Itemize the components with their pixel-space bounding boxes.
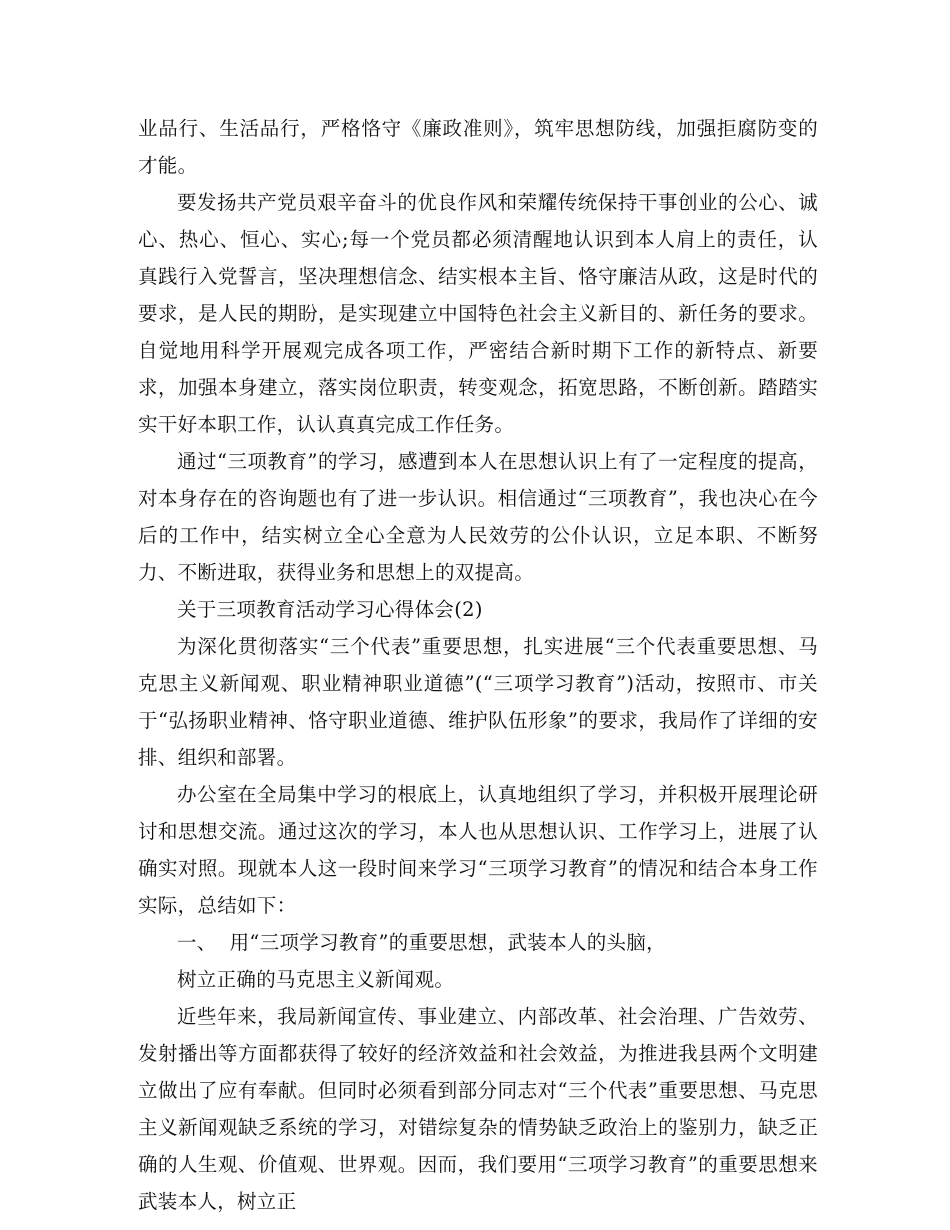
section-heading: 关于三项教育活动学习心得体会(2) [177, 598, 483, 621]
paragraph-5: 办公室在全局集中学习的根底上，认真地组织了学习，并积极开展理论研讨和思想交流。通过这次的学习，本人也从思想认识、工作学习上，进展了认确实对照。现就本人这一段时间来学习“三项学习教育”的情况和结合本身工作实际，总结如下： [138, 783, 818, 917]
paragraph-2: 要发扬共产党员艰辛奋斗的优良作风和荣耀传统保持干事创业的公心、诚心、热心、恒心、实心;每一个党员都必须清醒地认识到本人肩上的责任，认真践行入党誓言，坚决理想信念、结实根本主旨、恪守廉洁从政，这是时代的要求，是人民的期盼，是实现建立中国特色社会主义新目的、新任务的要求。自觉地用科学开展观完成各项工作，严密结合新时期下工作的新特点、新要求，加强本身建立，落实岗位职责，转变观念，拓宽思路，不断创新。踏踏实实干好本职工作，认认真真完成工作任务。 [138, 191, 818, 436]
numbered-item-1: 一、 用“三项学习教育”的重要思想，武装本人的头脑， [177, 931, 666, 954]
paragraph-6: 近些年来，我局新闻宣传、事业建立、内部改革、社会治理、广告效劳、发射播出等方面都获得了较好的经济效益和社会效益，为推进我县两个文明建立做出了应有奉献。但同时必须看到部分同志对“三个代表”重要思想、马克思主义新闻观缺乏系统的学习，对错综复杂的情势缺乏政治上的鉴别力，缺乏正确的人生观、价值观、世界观。因而，我们要用“三项学习教育”的重要思想来武装本人，树立正 [138, 1005, 818, 1213]
paragraph-3: 通过“三项教育”的学习，感遭到本人在思想认识上有了一定程度的提高，对本身存在的咨询题也有了进一步认识。相信通过“三项教育”，我也决心在今后的工作中，结实树立全心全意为人民效劳的公仆认识，立足本职、不断努力、不断进取，获得业务和思想上的双提高。 [138, 450, 818, 584]
paragraph-4: 为深化贯彻落实“三个代表”重要思想，扎实进展“三个代表重要思想、马克思主义新闻观、职业精神职业道德”(“三项学习教育”)活动，按照市、市关于“弘扬职业精神、恪守职业道德、维护队伍形象”的要求，我局作了详细的安排、组织和部署。 [138, 635, 818, 769]
paragraph-1: 业品行、生活品行，严格恪守《廉政准则》，筑牢思想防线，加强拒腐防变的才能。 [138, 117, 818, 177]
numbered-item-1-continuation: 树立正确的马克思主义新闻观。 [177, 968, 455, 991]
document-body [138, 110, 818, 1220]
